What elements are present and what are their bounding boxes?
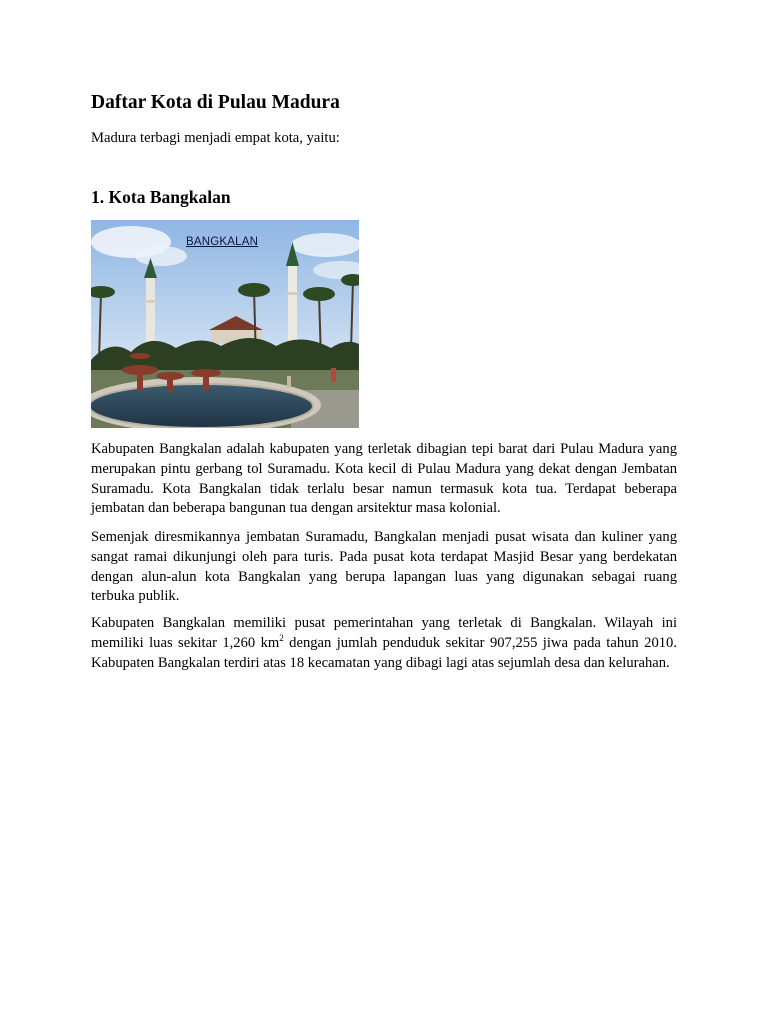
paragraph-3-line: Kabupaten Bangkalan terdiri atas 18 kecamatan yang dibagi lagi atas sejumlah desa dan kelurahan. — [91, 654, 670, 671]
paragraph-1-line: merupakan pintu gerbang tol Suramadu. Kota kecil di Pulau Madura yang dekat dengan Jembatan — [91, 460, 677, 477]
paragraph-1-line: Suramadu. Kota Bangkalan tidak terlalu besar namun termasuk kota tua. Terdapat beberapa — [91, 480, 677, 497]
paragraph-2-line: Semenjak diresmikannya jembatan Suramadu, Bangkalan menjadi pusat wisata dan kuliner yang — [91, 529, 677, 545]
photo-caption-label: BANGKALAN — [186, 236, 259, 248]
paragraph-2-line: terbuka publik. — [91, 588, 180, 605]
mosque-photo-illustration — [91, 220, 359, 428]
paragraph-1-line: jembatan dan beberapa bangunan tua dengan arsitektur masa kolonial. — [91, 500, 501, 517]
paragraph-1 — [91, 440, 677, 519]
paragraph-3-line: Kabupaten Bangkalan memiliki pusat pemerintahan yang terletak di Bangkalan. Wilayah ini — [91, 615, 677, 631]
intro-text: Madura terbagi menjadi empat kota, yaitu: — [91, 130, 340, 146]
paragraph-2-line: dengan alun-alun kota Bangkalan yang berupa lapangan luas yang digunakan sebagai ruang — [91, 568, 677, 585]
area-unit-superscript: 2 — [279, 632, 284, 643]
paragraph-2 — [91, 528, 677, 607]
paragraph-2-line: sangat ramai dikunjungi oleh para turis. Pada pusat kota terdapat Masjid Besar yang berdekatan — [91, 548, 677, 565]
paragraph-3 — [91, 614, 677, 673]
paragraph-1-line: Kabupaten Bangkalan adalah kabupaten yang terletak dibagian tepi barat dari Pulau Madura yang — [91, 441, 677, 457]
paragraph-3-line-area — [91, 634, 677, 654]
population-text: dengan jumlah penduduk sekitar 907,255 jiwa pada tahun 2010. — [283, 634, 677, 651]
section-heading-bangkalan: 1. Kota Bangkalan — [91, 187, 231, 207]
page-title: Daftar Kota di Pulau Madura — [91, 92, 340, 113]
area-text: memiliki luas sekitar 1,260 km — [91, 634, 280, 651]
bangkalan-mosque-photo — [91, 220, 359, 428]
